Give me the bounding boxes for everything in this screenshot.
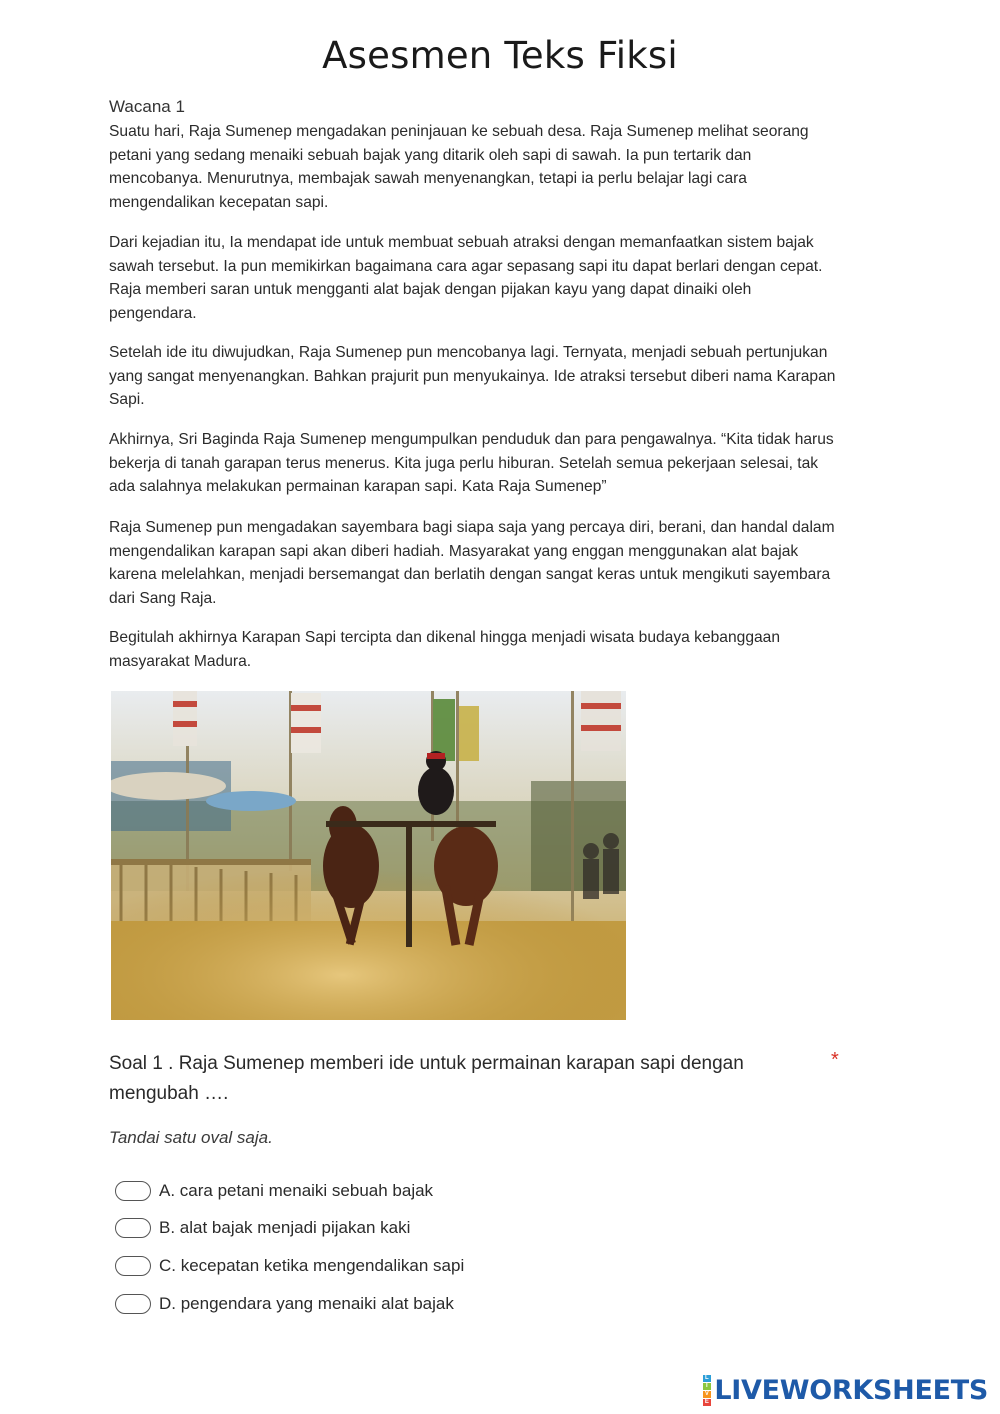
option-a[interactable] <box>115 1179 433 1203</box>
option-c[interactable] <box>115 1254 464 1278</box>
option-d-radio[interactable] <box>115 1294 151 1314</box>
liveworksheets-wordmark: LIVEWORKSHEETS <box>714 1374 988 1406</box>
option-d[interactable] <box>115 1292 454 1316</box>
passage-paragraph-5: Raja Sumenep pun mengadakan sayembara bagi siapa saja yang percaya diri, berani, dan handal dalam mengendalikan karapan sapi akan diberi hadiah. Masyarakat yang enggan menggunakan alat bajak karena melelahkan, menjadi bersemangat dan berlatih dengan sangat keras untuk mengikuti sayembara dari Sang Raja. <box>109 519 835 607</box>
option-b-radio[interactable] <box>115 1218 151 1238</box>
passage-paragraph-4: Akhirnya, Sri Baginda Raja Sumenep mengumpulkan penduduk dan para pengawalnya. “Kita tidak harus bekerja di tanah garapan terus menerus. Kita juga perlu hiburan. Setelah semua pekerjaan selesai, tak ada salahnya melakukan permainan karapan sapi. Kata Raja Sumenep” <box>109 431 834 495</box>
logo-cell-l: L <box>703 1375 711 1382</box>
option-a-label: A. cara petani menaiki sebuah bajak <box>159 1181 434 1200</box>
option-c-radio[interactable] <box>115 1256 151 1276</box>
question-text: Soal 1 . Raja Sumenep memberi ide untuk permainan karapan sapi dengan mengubah …. <box>109 1053 744 1104</box>
passage-paragraph-6: Begitulah akhirnya Karapan Sapi tercipta dan dikenal hingga menjadi wisata budaya kebanggaan masyarakat Madura. <box>109 629 781 670</box>
karapan-sapi-photo <box>111 691 626 1020</box>
passage-paragraph-1: Suatu hari, Raja Sumenep mengadakan peninjauan ke sebuah desa. Raja Sumenep melihat seorang petani yang sedang menaiki sebuah bajak yang ditarik oleh sapi di sawah. Ia pun tertarik dan mencobanya. Menurutnya, membajak sawah menyenangkan, tetapi ia perlu belajar lagi cara mengendalikan kecepatan sapi. <box>109 123 809 211</box>
liveworksheets-brand <box>702 1374 988 1406</box>
option-a-radio[interactable] <box>115 1181 151 1201</box>
logo-cell-v: V <box>704 1390 709 1397</box>
required-marker: * <box>831 1049 839 1071</box>
passage-heading: Wacana 1 <box>109 97 185 116</box>
karapan-sapi-illustration <box>111 691 626 1020</box>
logo-cell-i: I <box>703 1383 711 1390</box>
option-c-label: C. kecepatan ketika mengendalikan sapi <box>159 1256 465 1275</box>
option-b[interactable] <box>115 1216 410 1240</box>
option-d-label: D. pengendara yang menaiki alat bajak <box>159 1294 454 1313</box>
page-title: Asesmen Teks Fiksi <box>322 34 678 77</box>
question-instruction: Tandai satu oval saja. <box>109 1128 273 1147</box>
passage-paragraph-3: Setelah ide itu diwujudkan, Raja Sumenep pun mencobanya lagi. Ternyata, menjadi sebuah pertunjukan yang sangat menyenangkan. Bahkan prajurit pun menyukainya. Ide atraksi tersebut diberi nama Karapan Sapi. <box>109 344 836 408</box>
liveworksheets-logo-icon <box>702 1374 711 1406</box>
option-b-label: B. alat bajak menjadi pijakan kaki <box>159 1218 411 1237</box>
passage-paragraph-2: Dari kejadian itu, Ia mendapat ide untuk membuat sebuah atraksi dengan memanfaatkan sistem bajak sawah tersebut. Ia pun memikirkan bagaimana cara agar sepasang sapi itu dapat berlari dengan cepat. Raja memberi saran untuk mengganti alat bajak dengan pijakan kayu yang dapat dinaiki oleh pengendara. <box>109 234 823 322</box>
logo-cell-e: E <box>704 1398 709 1405</box>
